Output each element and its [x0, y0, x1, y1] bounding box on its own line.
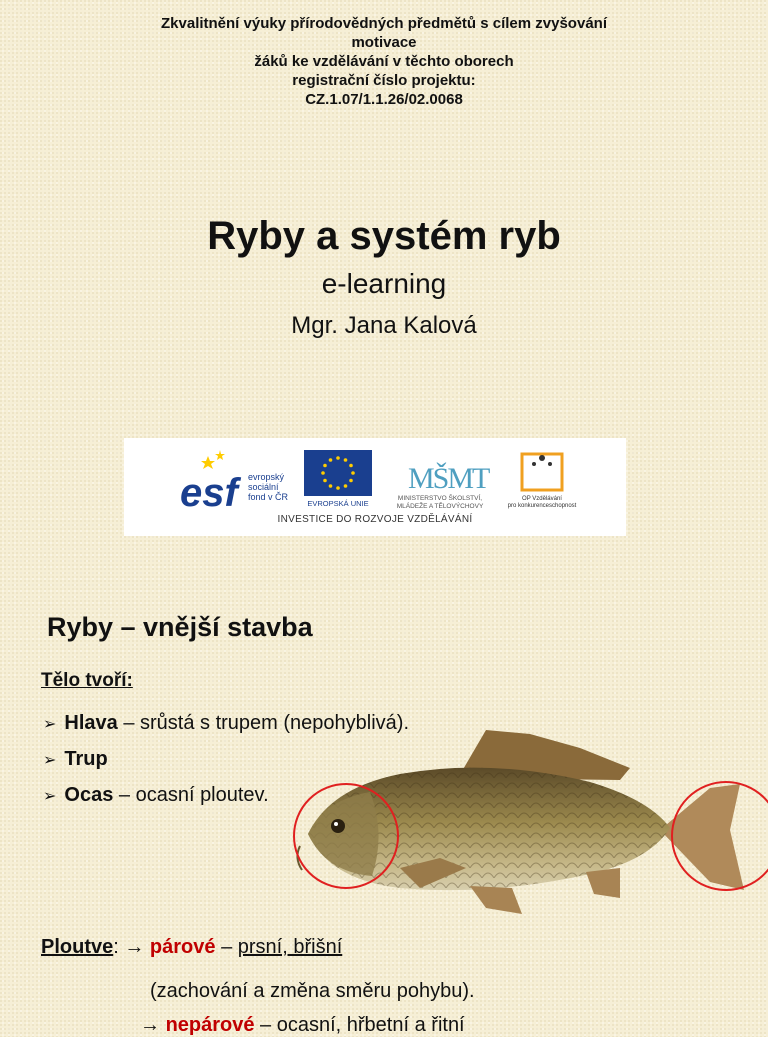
op-logo	[508, 454, 577, 509]
slide-title: Ryby – vnější stavba	[47, 612, 313, 642]
header-line: CZ.1.07/1.1.26/02.0068	[305, 91, 463, 108]
header-line: motivace	[351, 34, 417, 51]
eye	[331, 819, 345, 833]
fins-dash: –	[215, 936, 238, 958]
msmt-mark: MŠMT	[408, 462, 489, 495]
eu-star-icon	[344, 484, 348, 488]
unpaired-prefix: →	[140, 1014, 166, 1036]
carp-illustration	[290, 718, 768, 948]
fins-colon: : →	[113, 936, 150, 958]
arrow-bullet-icon: ➢	[43, 716, 57, 733]
fins-line	[41, 936, 342, 959]
term-desc: – ocasní ploutev.	[113, 784, 269, 806]
eu-caption: EVROPSKÁ UNIE	[307, 499, 369, 508]
eu-star-icon	[321, 471, 325, 475]
subtitle: e-learning	[321, 268, 447, 299]
pelvic-fin	[470, 886, 522, 914]
header-line: registrační číslo projektu:	[292, 72, 476, 89]
unpaired-line	[140, 1014, 465, 1037]
page-title: Ryby a systém ryb	[207, 214, 561, 258]
term: Trup	[64, 748, 108, 770]
msmt-logo	[397, 462, 490, 510]
paired-note: (zachování a změna směru pohybu).	[150, 980, 475, 1002]
msmt-caption: MLÁDEŽE A TĚLOVÝCHOVY	[396, 503, 484, 510]
project-header	[0, 14, 768, 109]
header-line: žáků ke vzdělávání v těchto oborech	[254, 53, 514, 70]
msmt-caption: MINISTERSTVO ŠKOLSTVÍ,	[397, 495, 483, 502]
term-desc: – srůstá s trupem (nepohyblivá).	[117, 712, 410, 734]
eu-star-icon	[323, 464, 327, 468]
author: Mgr. Jana Kalová	[291, 312, 477, 339]
esf-caption: evropský	[248, 472, 285, 482]
eu-star-icon	[329, 484, 333, 488]
arrow-bullet-icon: ➢	[43, 788, 57, 805]
eu-star-icon	[329, 458, 333, 462]
unpaired-term: nepárové	[165, 1014, 255, 1036]
esf-mark: esf	[180, 471, 238, 515]
eu-star-icon	[349, 479, 353, 483]
eu-star-icon	[336, 456, 340, 460]
eu-star-icon	[349, 464, 353, 468]
logo-banner	[124, 438, 626, 536]
eu-star-icon	[344, 458, 348, 462]
op-caption: pro konkurenceschopnost	[507, 503, 577, 509]
eu-flag-logo	[304, 450, 372, 508]
logo-caption: INVESTICE DO ROZVOJE VZDĚLÁVÁNÍ	[277, 514, 473, 525]
eu-star-icon	[336, 486, 340, 490]
term: Hlava	[64, 712, 118, 734]
term: Ocas	[64, 784, 114, 806]
content-slide	[0, 590, 768, 1036]
op-caption: OP Vzdělávání	[522, 496, 562, 502]
paired-list: prsní, břišní	[237, 936, 343, 958]
unpaired-rest: – ocasní, hřbetní a řitní	[254, 1014, 465, 1036]
paired-term: párové	[149, 936, 216, 958]
eu-star-icon	[351, 471, 355, 475]
arrow-bullet-icon: ➢	[43, 752, 57, 769]
header-line: Zkvalitnění výuky přírodovědných předmětů s cílem zvyšování	[161, 15, 607, 32]
fins-label: Ploutve	[41, 936, 114, 958]
anal-fin	[586, 868, 620, 898]
section-lead: Tělo tvoří:	[41, 670, 133, 691]
esf-logo	[180, 450, 289, 515]
esf-caption: sociální	[248, 482, 279, 492]
eu-star-icon	[323, 479, 327, 483]
esf-caption: fond v ČR	[248, 492, 289, 502]
